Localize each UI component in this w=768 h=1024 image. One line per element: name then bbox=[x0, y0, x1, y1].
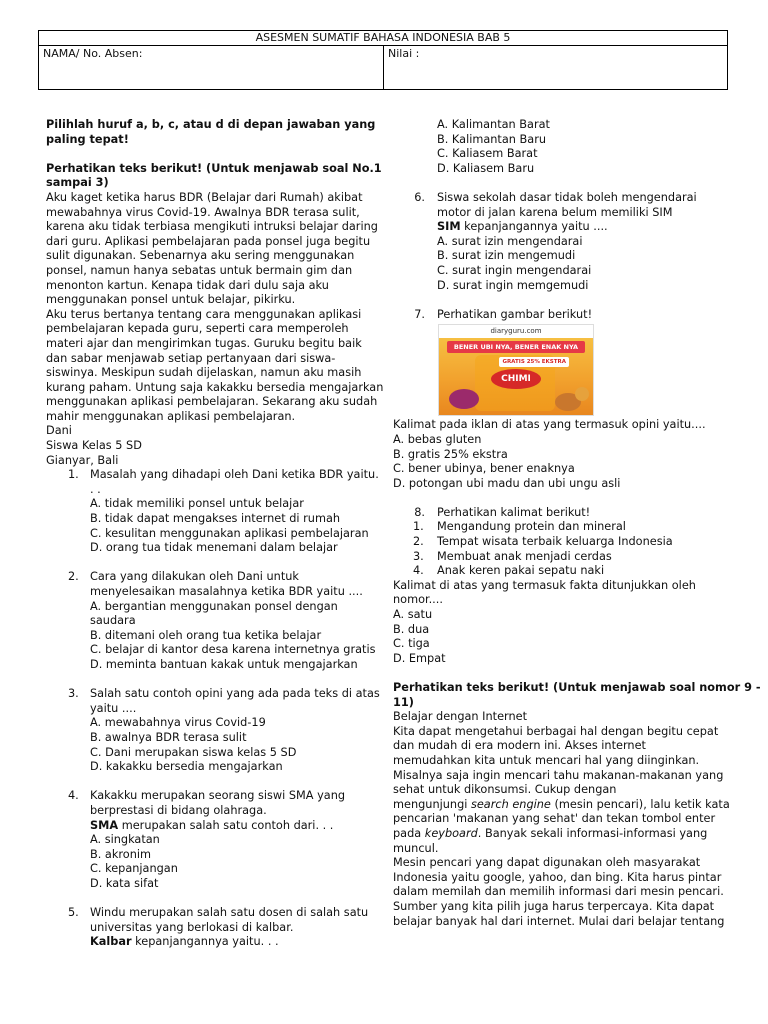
option[interactable]: D. surat ingin memgemudi bbox=[437, 278, 589, 292]
option[interactable]: C. surat ingin mengendarai bbox=[437, 263, 592, 277]
option[interactable]: D. orang tua tidak menemani dalam belajar bbox=[90, 541, 338, 555]
right-column: A. Kalimantan Barat B. Kalimantan Baru C. Kaliasem Barat D. Kaliasem Baru 6. Siswa sekolah dasar tidak boleh mengendarai motor di jalan karena belum memiliki SIM SIM kepanjangannya yaitu .... A. surat izin mengendarai B. surat izin mengemudi C. surat ingin mengendarai D. surat ingin memgemudi 7. Perhatikan gambar berikut! diaryguru.com BENER UBI NYA, BENER ENAK NYA GRATIS 25% EKSTRA CHIMI Kalimat pada iklan di atas yang termasuk opini yaitu.... A. bebas gluten B. gratis 25% ekstra C. bener ubinya, bener enaknya D. potongan ubi madu dan ubi ungu asli 8. Perhatikan kalimat berikut! 1. Mengandung protein dan mineral 2. Tempat wisata terbaik keluarga Indonesia 3. Membuat anak menjadi cerdas 4. Anak keren pakai sepatu naki Kalimat di atas yang termasuk fakta ditunjukkan oleh nomor.... A. satu B. dua C. tiga D. Empat Perhatikan teks berikut! (Untuk menjawab soal nomor 9 - 11) Belajar dengan Internet Kita dapat mengetahui berbagai hal dengan begitu cepat dan mudah di era modern ini. Akses internet memudahkan kita untuk mencari hal yang diinginkan. Misalnya saja ingin mencari tahu makanan-makanan yang sehat untuk dikonsumsi. Cukup dengan mengunjungi search engine (mesin pencari), lalu ketik kata pencarian 'makanan yang sehat' dan tekan tombol enter pada keyboard. Banyak sekali informasi-informasi yang muncul. Mesin pencari yang dapat digunakan oleh masyarakat Indonesia yaitu google, yahoo, dan bing. Kita harus pintar dalam memilah dan memilih informasi dari mesin pencari. Sumber yang kita pilih juga harus terpercaya. Kita dapat belajar banyak hal dari internet. Mulai dari belajar tentang bbox=[393, 118, 761, 928]
option[interactable]: C. bener ubinya, bener enaknya bbox=[393, 462, 575, 476]
option[interactable]: A. bergantian menggunakan ponsel dengan bbox=[90, 599, 338, 613]
ad-badge: GRATIS 25% EKSTRA bbox=[499, 357, 569, 367]
potato-piece bbox=[575, 387, 589, 401]
option[interactable]: B. Kalimantan Baru bbox=[437, 132, 547, 146]
option[interactable]: C. tiga bbox=[393, 637, 430, 651]
question-8-prompt: Kalimat di atas yang termasuk fakta ditunjukkan oleh bbox=[393, 578, 696, 592]
question-3: 3. Salah satu contoh opini yang ada pada teks di atas yaitu .... A. mewabahnya virus Covid-19 B. awalnya BDR terasa sulit C. Dani merupakan siswa kelas 5 SD D. kakakku bersedia mengajarkan bbox=[68, 687, 382, 775]
option[interactable]: B. akronim bbox=[90, 847, 152, 861]
option[interactable]: A. satu bbox=[393, 608, 433, 622]
option[interactable]: A. singkatan bbox=[90, 833, 160, 847]
option[interactable]: A. mewabahnya virus Covid-19 bbox=[90, 716, 266, 730]
option[interactable]: D. potongan ubi madu dan ubi ungu asli bbox=[393, 476, 621, 490]
option[interactable]: C. Dani merupakan siswa kelas 5 SD bbox=[90, 745, 297, 759]
option[interactable]: B. ditemani oleh orang tua ketika belajar bbox=[90, 628, 322, 642]
list-item: 1. Mengandung protein dan mineral bbox=[413, 520, 626, 534]
option[interactable]: B. surat izin mengemudi bbox=[437, 249, 576, 263]
option[interactable]: B. dua bbox=[393, 622, 430, 636]
text2-intro: Perhatikan teks berikut! (Untuk menjawab soal nomor 9 - 11) bbox=[393, 681, 761, 709]
option-continued: saudara bbox=[90, 614, 136, 628]
option[interactable]: A. bebas gluten bbox=[393, 432, 482, 446]
text2-title: Belajar dengan Internet bbox=[393, 710, 528, 724]
site-watermark: diaryguru.com bbox=[439, 325, 593, 338]
name-field[interactable]: NAMA/ No. Absen: bbox=[39, 46, 384, 89]
option[interactable]: B. gratis 25% ekstra bbox=[393, 447, 508, 461]
option[interactable]: B. tidak dapat mengakses internet di rumah bbox=[90, 512, 341, 526]
list-item: 3. Membuat anak menjadi cerdas bbox=[413, 549, 612, 563]
signature: Dani Siswa Kelas 5 SD Gianyar, Bali bbox=[46, 424, 142, 467]
question-5: 5. Windu merupakan salah satu dosen di salah satu universitas yang berlokasi di kalbar. Kalbar kepanjangannya yaitu. . . bbox=[68, 906, 369, 949]
brand-logo: CHIMI bbox=[491, 369, 541, 389]
header-row bbox=[39, 46, 727, 89]
score-field[interactable]: Nilai : bbox=[388, 47, 420, 60]
option[interactable]: D. Kaliasem Baru bbox=[437, 161, 535, 175]
list-item: 4. Anak keren pakai sepatu naki bbox=[413, 564, 605, 578]
ad-banner: BENER UBI NYA, BENER ENAK NYA bbox=[447, 341, 585, 353]
list-item: 2. Tempat wisata terbaik keluarga Indonesia bbox=[413, 535, 673, 549]
statement-list bbox=[393, 520, 733, 578]
option[interactable]: D. kata sifat bbox=[90, 876, 159, 890]
option[interactable]: A. Kalimantan Barat bbox=[437, 118, 550, 131]
question-7-prompt: Kalimat pada iklan di atas yang termasuk opini yaitu.... bbox=[393, 418, 706, 432]
option[interactable]: C. belajar di kantor desa karena internetnya gratis bbox=[90, 643, 376, 657]
text-intro: Perhatikan teks berikut! (Untuk menjawab soal No.1 sampai 3) bbox=[46, 161, 382, 190]
advertisement-image bbox=[438, 324, 594, 416]
instruction: Pilihlah huruf a, b, c, atau d di depan jawaban yang paling tepat! bbox=[46, 118, 376, 146]
option[interactable]: D. meminta bantuan kakak untuk mengajarkan bbox=[90, 657, 358, 671]
exam-title: ASESMEN SUMATIF BAHASA INDONESIA BAB 5 bbox=[39, 31, 727, 46]
option[interactable]: D. kakakku bersedia mengajarkan bbox=[90, 760, 283, 774]
story-text: Aku kaget ketika harus BDR (Belajar dari Rumah) akibat mewabahnya virus Covid-19. Awalnya BDR terasa sulit, karena aku tidak terbiasa mengikuti intruksi belajar daring dari guru. Aplikasi pembelajaran pada ponsel juga begitu sulit digunakan. Sebenarnya aku sering menggunakan ponsel, namun hanya sebatas untuk bermain gim dan menonton kartun. Kenapa tidak dari dulu saja aku menggunakan ponsel untuk belajar, pikirku. Aku terus bertanya tentang cara menggunakan aplikasi pembelajaran kepada guru, seperti cara memperoleh materi ajar dan mengirimkan tugas. Guruku begitu baik dan sabar menjawab setiap pertanyaan dari siswa- siswinya. Meskipun sudah dijelaskan, namun aku masih kurang paham. Untung saja kakakku bersedia mengajarkan menggunakan aplikasi pembelajaran. Sekarang aku sudah mahir menggunakan aplikasi pembelajaran. bbox=[46, 190, 384, 423]
question-8: 8. Perhatikan kalimat berikut! bbox=[414, 505, 591, 519]
option[interactable]: A. surat izin mengendarai bbox=[437, 234, 583, 248]
option[interactable]: D. Empat bbox=[393, 651, 446, 665]
question-5-options bbox=[393, 118, 733, 176]
question-1: 1. Masalah yang dihadapi oleh Dani ketika BDR yaitu. . . A. tidak memiliki ponsel untuk belajar B. tidak dapat mengakses internet di rumah C. kesulitan menggunakan aplikasi pembelajaran D. orang tua tidak menemani dalam belajar bbox=[68, 468, 382, 556]
option[interactable]: C. kesulitan menggunakan aplikasi pembelajaran bbox=[90, 526, 369, 540]
question-7: 7. Perhatikan gambar berikut! bbox=[414, 307, 593, 321]
question-2: 2. Cara yang dilakukan oleh Dani untuk menyelesaikan masalahnya ketika BDR yaitu .... A. bergantian menggunakan ponsel dengan saudara B. ditemani oleh orang tua ketika belajar C. belajar di kantor desa karena internetnya gratis D. meminta bantuan kakak untuk mengajarkan bbox=[68, 570, 382, 672]
option[interactable]: C. Kaliasem Barat bbox=[437, 147, 538, 161]
left-column bbox=[46, 118, 382, 950]
text2-body: Kita dapat mengetahui berbagai hal dengan begitu cepat dan mudah di era modern ini. Akses internet memudahkan kita untuk mencari hal yang diinginkan. Misalnya saja ingin mencari tahu makanan-makanan yang sehat untuk dikonsumsi. Cukup dengan mengunjungi search engine (mesin pencari), lalu ketik kata pencarian 'makanan yang sehat' dan tekan tombol enter pada keyboard. Banyak sekali informasi-informasi yang muncul. Mesin pencari yang dapat digunakan oleh masyarakat Indonesia yaitu google, yahoo, dan bing. Kita harus pintar dalam memilah dan memilih informasi dari mesin pencari. Sumber yang kita pilih juga harus terpercaya. Kita dapat belajar banyak hal dari internet. Mulai dari belajar tentang bbox=[393, 724, 730, 928]
header-table bbox=[38, 30, 728, 90]
question-6: 6. Siswa sekolah dasar tidak boleh mengendarai motor di jalan karena belum memiliki SIM SIM kepanjangannya yaitu .... A. surat izin mengendarai B. surat izin mengemudi C. surat ingin mengendarai D. surat ingin memgemudi bbox=[393, 191, 733, 293]
option[interactable]: B. awalnya BDR terasa sulit bbox=[90, 730, 247, 744]
question-4: 4. Kakakku merupakan seorang siswi SMA yang berprestasi di bidang olahraga. SMA merupakan salah satu contoh dari. . . A. singkatan B. akronim C. kepanjangan D. kata sifat bbox=[68, 789, 382, 891]
option[interactable]: A. tidak memiliki ponsel untuk belajar bbox=[90, 497, 304, 511]
option[interactable]: C. kepanjangan bbox=[90, 862, 178, 876]
